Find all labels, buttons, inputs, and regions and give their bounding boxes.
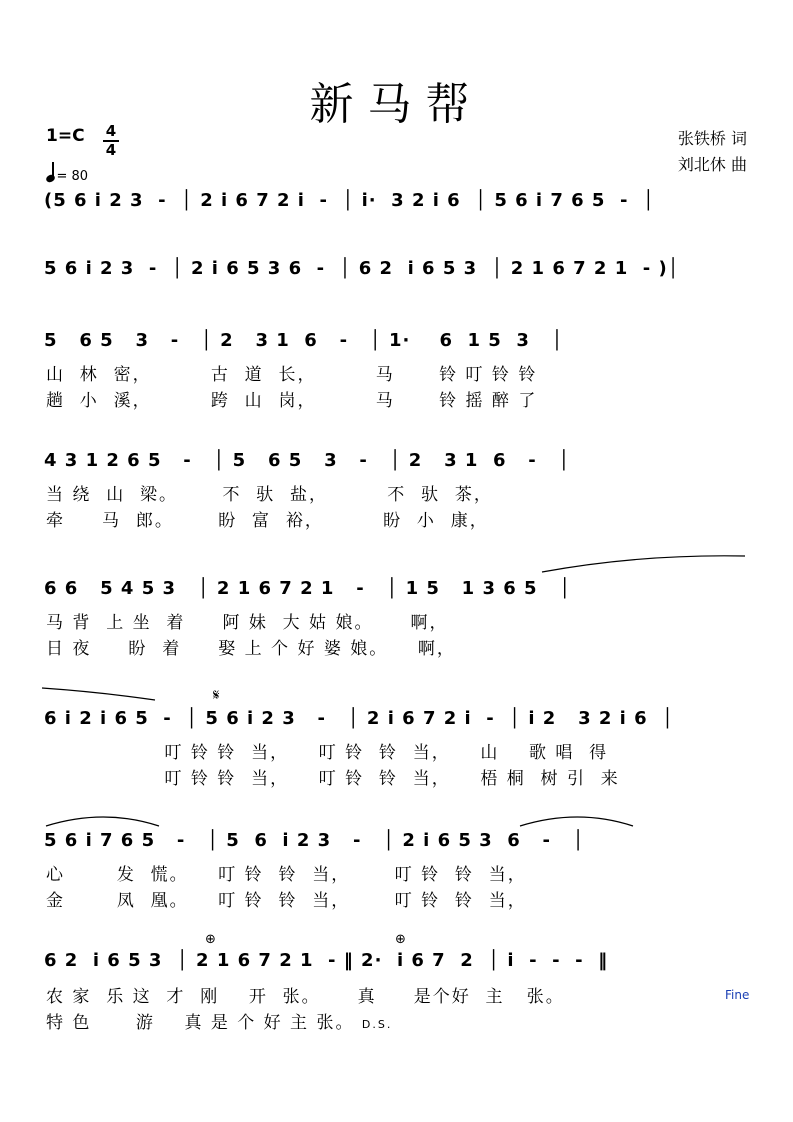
lyric-verse-1: 马 背 上 坐 着 阿 妹 大 姑 娘。 啊， xyxy=(46,613,449,633)
coda-icon: ⊕ xyxy=(205,932,216,947)
composer-credit: 刘北休 曲 xyxy=(677,155,747,174)
time-signature-bottom: 4 xyxy=(105,141,117,159)
lyric-verse-2-text: 特 色 游 真 是 个 好 主 张。 xyxy=(46,1013,355,1033)
slur-arc xyxy=(44,808,164,828)
tempo-value: = 80 xyxy=(56,169,89,184)
lyric-verse-2: 牵 马 郎。 盼 富 裕， 盼 小 康， xyxy=(46,511,489,531)
segno-icon: 𝄋 xyxy=(213,686,220,704)
lyric-verse-2: 日 夜 盼 着 娶 上 个 好 婆 娘。 啊， xyxy=(46,639,456,659)
lyric-verse-1: 叮 铃 铃 当， 叮 铃 铃 当， 山 歌 唱 得 xyxy=(46,743,609,763)
lyric-verse-2: 趟 小 溪， 跨 山 岗， 马 铃 摇 醉 了 xyxy=(46,391,538,411)
notation-line: 4 3 1 2 6 5 - │ 5 6 5 3 - │ 2 3 1 6 - │ xyxy=(44,450,571,471)
notation-line: (5 6 i 2 3 - │ 2 i 6 7 2 i - │ i· 3 2 i 6 │ 5 6 i 7 6 5 - │ xyxy=(44,190,655,211)
ds-marking: D.S. xyxy=(361,1018,393,1031)
notation-line: 5 6 i 2 3 - │ 2 i 6 5 3 6 - │ 6 2 i 6 5 3 │ 2 1 6 7 2 1 - )│ xyxy=(44,258,680,279)
notation-line: 6 i 2 i 6 5 - │ 5 6 i 2 3 - │ 2 i 6 7 2 i - │ i 2 3 2 i 6 │ xyxy=(44,708,675,729)
lyric-verse-1: 农 家 乐 这 才 刚 开 张。 真 是个好 主 张。 xyxy=(46,987,565,1007)
tempo-marking xyxy=(46,164,88,184)
tie-arc xyxy=(40,686,160,702)
lyric-verse-1: 心 发 慌。 叮 铃 铃 当， 叮 铃 铃 当， xyxy=(46,865,527,885)
quarter-note-icon xyxy=(45,173,56,183)
note-stem xyxy=(52,162,54,178)
page-title: 新马帮 xyxy=(309,79,484,130)
time-signature-top: 4 xyxy=(105,122,117,140)
notation-line: 6 2 i 6 5 3 │ 2 1 6 7 2 1 - ‖ 2· i 6 7 2 │ i - - - ‖ xyxy=(44,950,609,971)
tie-arc xyxy=(540,554,750,574)
lyric-verse-2: 金 凤 凰。 叮 铃 铃 当， 叮 铃 铃 当， xyxy=(46,891,527,911)
time-signature xyxy=(103,124,119,158)
key-signature: 1=C xyxy=(46,126,85,146)
lyricist-credit: 张铁桥 词 xyxy=(677,129,747,148)
lyric-verse-2: 叮 铃 铃 当， 叮 铃 铃 当， 梧 桐 树 引 来 xyxy=(46,769,620,789)
notation-line: 5 6 i 7 6 5 - │ 5 6 i 2 3 - │ 2 i 6 5 3 6 - │ xyxy=(44,830,585,851)
notation-line: 5 6 5 3 - │ 2 3 1 6 - │ 1· 6 1 5 3 │ xyxy=(44,330,564,351)
notation-line: 6 6 5 4 5 3 │ 2 1 6 7 2 1 - │ 1 5 1 3 6 5 │ xyxy=(44,578,572,599)
fine-marking: Fine xyxy=(725,988,750,1002)
lyric-verse-2 xyxy=(46,1008,392,1033)
coda-icon: ⊕ xyxy=(395,932,406,947)
lyric-verse-1: 当 绕 山 梁。 不 驮 盐， 不 驮 茶， xyxy=(46,485,493,505)
slur-arc xyxy=(518,808,638,828)
lyric-verse-1: 山 林 密， 古 道 长， 马 铃 叮 铃 铃 xyxy=(46,365,538,385)
